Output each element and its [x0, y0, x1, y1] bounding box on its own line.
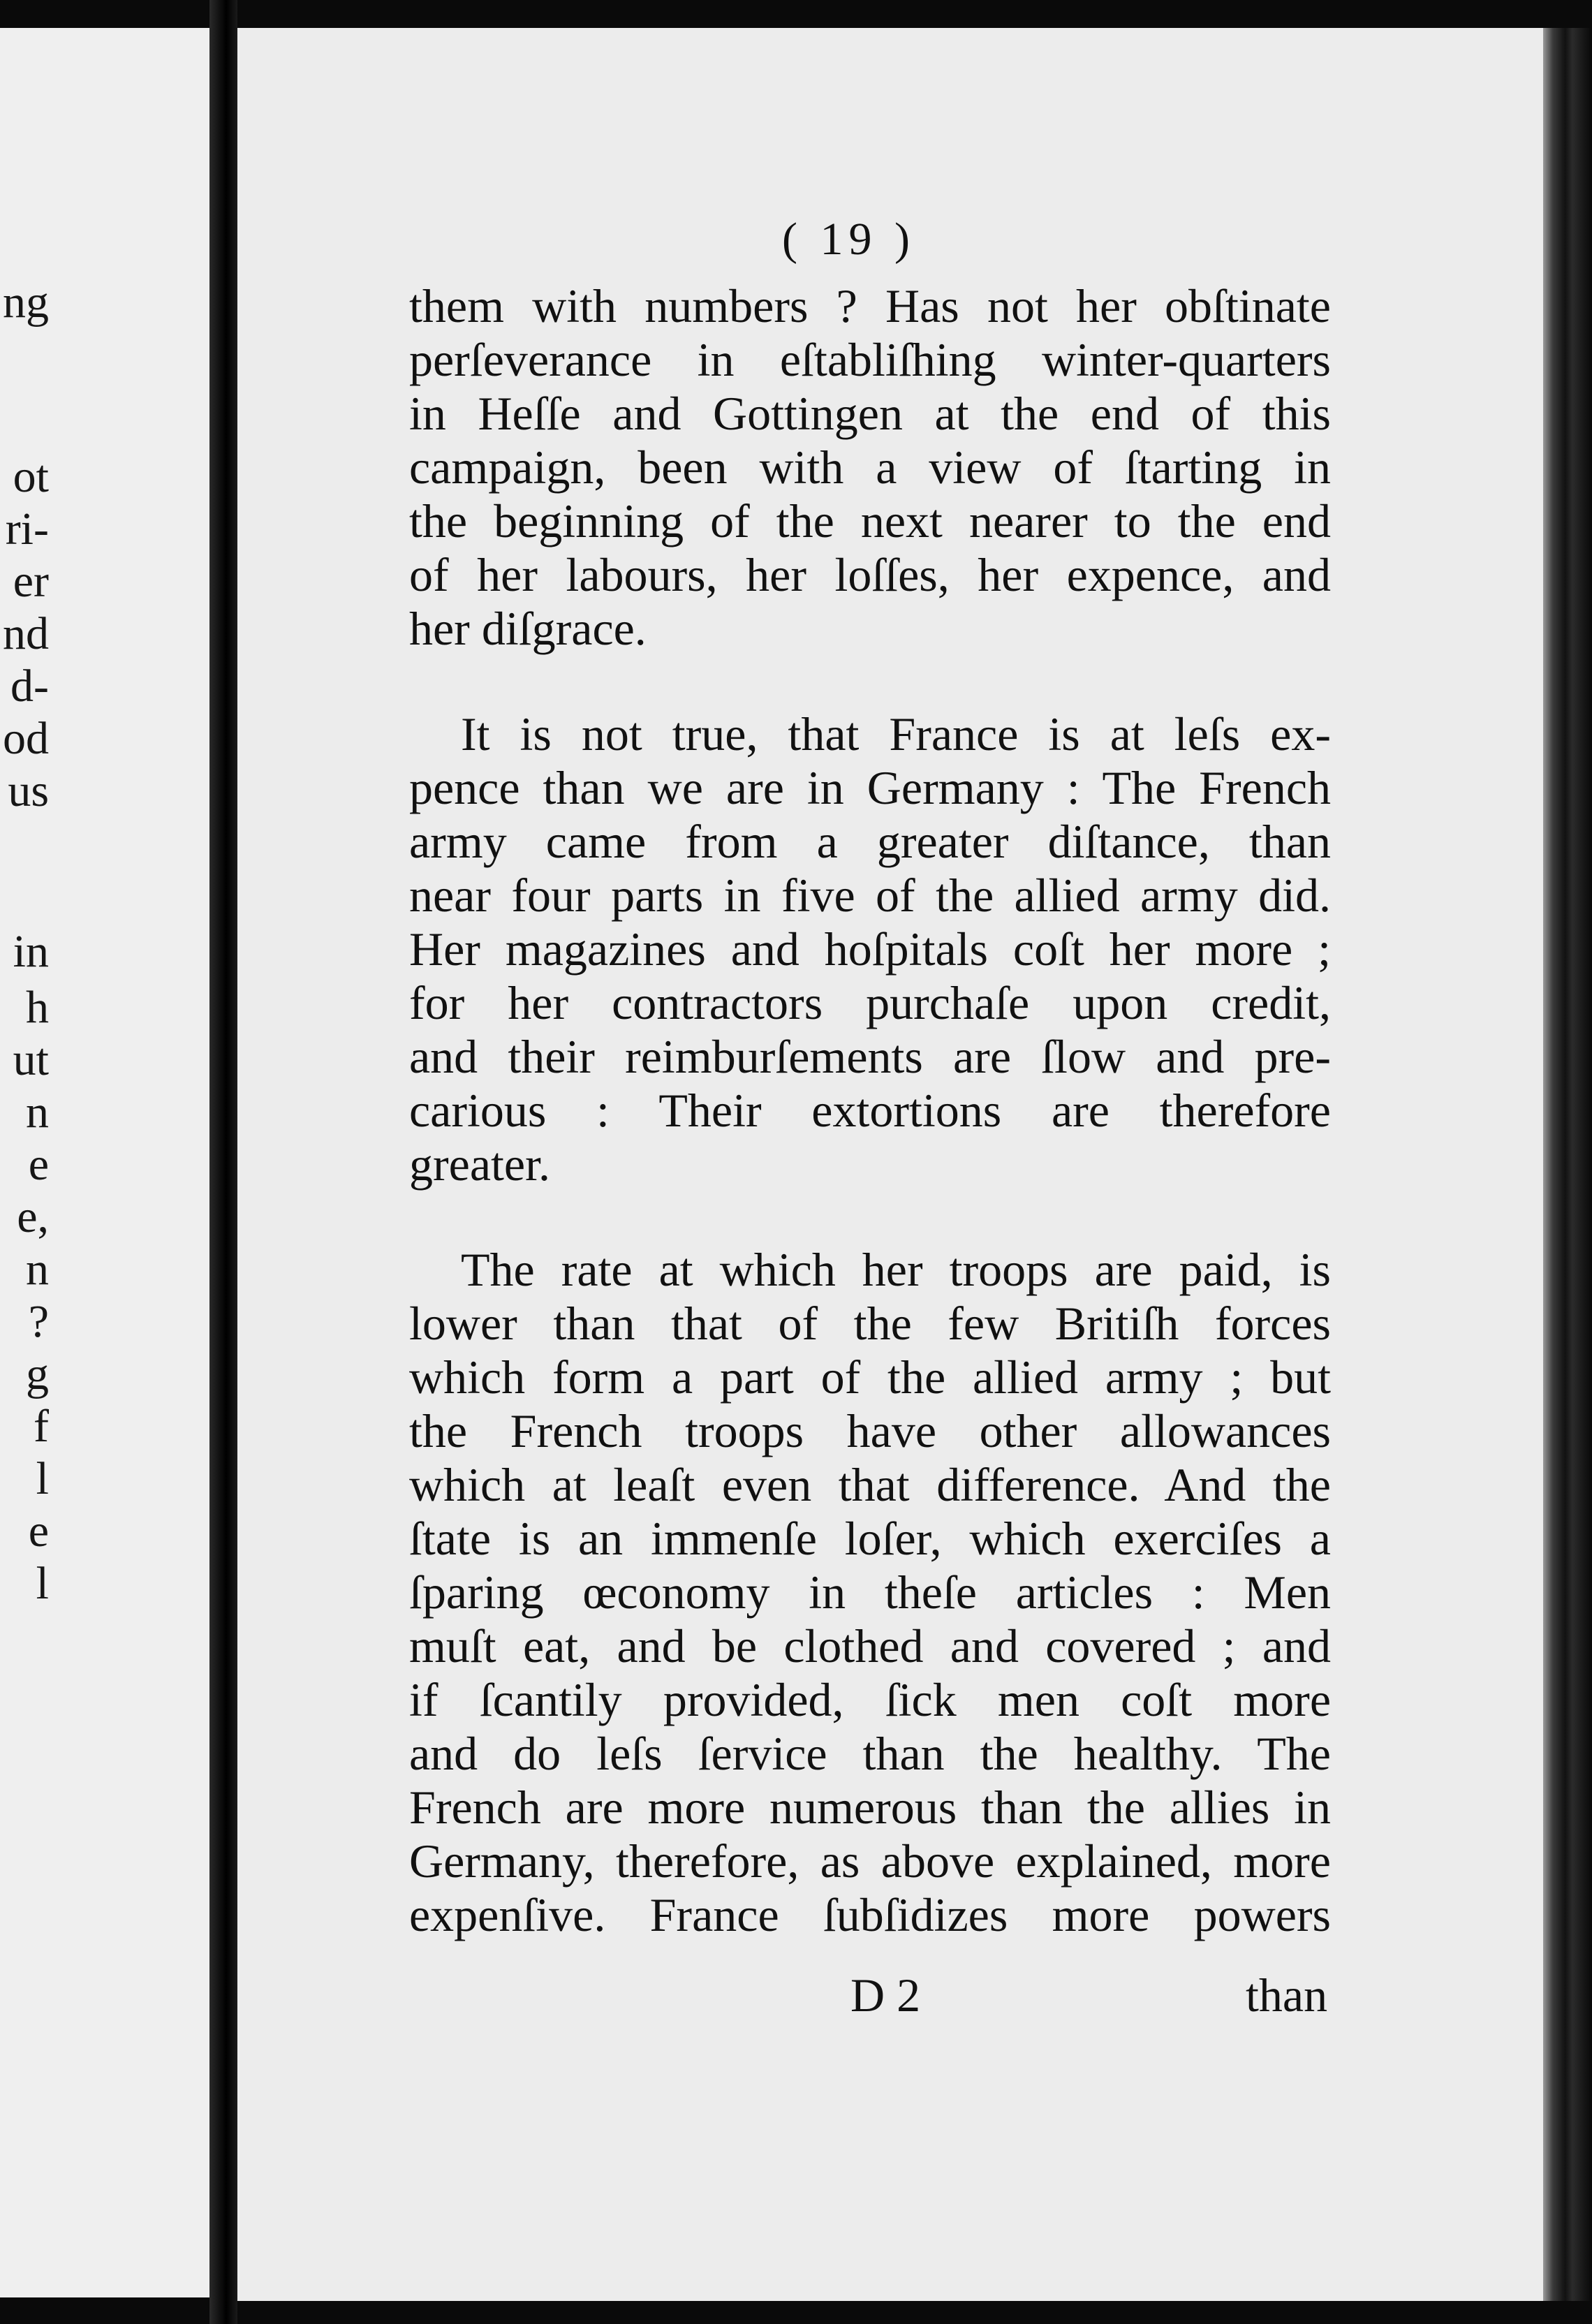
left-page-fragment: e, [17, 1191, 49, 1242]
text-line: and do leſs ſervice than the healthy. The [409, 1727, 1331, 1780]
book-gutter [209, 0, 237, 2324]
text-line: expenſive. France ſubſidizes more powers [409, 1888, 1331, 1941]
left-page-fragment: nd [3, 608, 49, 659]
left-page-fragment: er [13, 556, 49, 607]
text-line: for her contractors purchaſe upon credit, [409, 976, 1331, 1029]
left-page-fragment: in [13, 926, 49, 977]
left-facing-page [0, 28, 209, 2297]
text-line: carious : Their extortions are therefore [409, 1084, 1331, 1137]
text-line: near four parts in five of the allied army did. [409, 869, 1331, 922]
signature-mark: D 2 [850, 1969, 921, 2022]
left-page-fragment: n [26, 1087, 49, 1138]
text-line: which at leaſt even that difference. And the [409, 1458, 1331, 1511]
text-line: them with numbers ? Has not her obſtinate [409, 279, 1331, 332]
text-line: Germany, therefore, as above explained, more [409, 1834, 1331, 1888]
text-line: The rate at which her troops are paid, is [461, 1243, 1331, 1296]
text-line: which form a part of the allied army ; but [409, 1351, 1331, 1404]
text-line: greater. [409, 1138, 550, 1191]
left-page-fragment: us [8, 765, 49, 816]
left-page-fragment: l [36, 1453, 49, 1504]
page-number: ( 19 ) [782, 214, 915, 265]
text-line: if ſcantily provided, ſick men coſt more [409, 1673, 1331, 1726]
left-page-fragment: od [3, 713, 49, 764]
text-line: the beginning of the next nearer to the end [409, 494, 1331, 547]
left-page-fragment: f [34, 1401, 49, 1452]
text-line: Her magazines and hoſpitals coſt her more ; [409, 922, 1331, 976]
left-page-fragment: d- [10, 661, 49, 712]
text-line: lower than that of the few Britiſh forces [409, 1297, 1331, 1350]
left-page-fragment: ng [3, 277, 49, 328]
left-page-fragment: ut [13, 1034, 49, 1085]
left-page-fragment: l [36, 1558, 49, 1609]
catchword: than [1246, 1969, 1328, 2022]
text-line: pence than we are in Germany : The French [409, 761, 1331, 814]
left-page-fragment: e [28, 1139, 49, 1190]
text-line: muſt eat, and be clothed and covered ; and [409, 1619, 1331, 1672]
text-line: ſtate is an immenſe loſer, which exerciſes a [409, 1512, 1331, 1565]
text-line: in Heſſe and Gottingen at the end of this [409, 387, 1331, 440]
page-edge-shadow [1543, 28, 1592, 2301]
left-page-fragment: e [28, 1506, 49, 1557]
text-line: of her labours, her loſſes, her expence, and [409, 548, 1331, 601]
text-line: French are more numerous than the allies in [409, 1781, 1331, 1834]
text-line: perſeverance in eſtabliſhing winter-quarters [409, 333, 1331, 386]
text-line: and their reimburſements are ſlow and pre- [409, 1030, 1331, 1083]
left-page-fragment: n [26, 1244, 49, 1295]
left-page-fragment: g [26, 1348, 49, 1399]
text-line: her diſgrace. [409, 602, 647, 655]
left-page-fragment: h [26, 982, 49, 1033]
text-line: campaign, been with a view of ſtarting in [409, 441, 1331, 494]
text-line: ſparing œconomy in theſe articles : Men [409, 1566, 1331, 1619]
text-line: army came from a greater diſtance, than [409, 815, 1331, 868]
text-line: the French troops have other allowances [409, 1404, 1331, 1457]
text-line: It is not true, that France is at leſs ex- [461, 707, 1331, 760]
left-page-fragment: ? [28, 1296, 49, 1347]
left-page-fragment: ri- [5, 503, 49, 554]
left-page-fragment: ot [13, 451, 49, 502]
